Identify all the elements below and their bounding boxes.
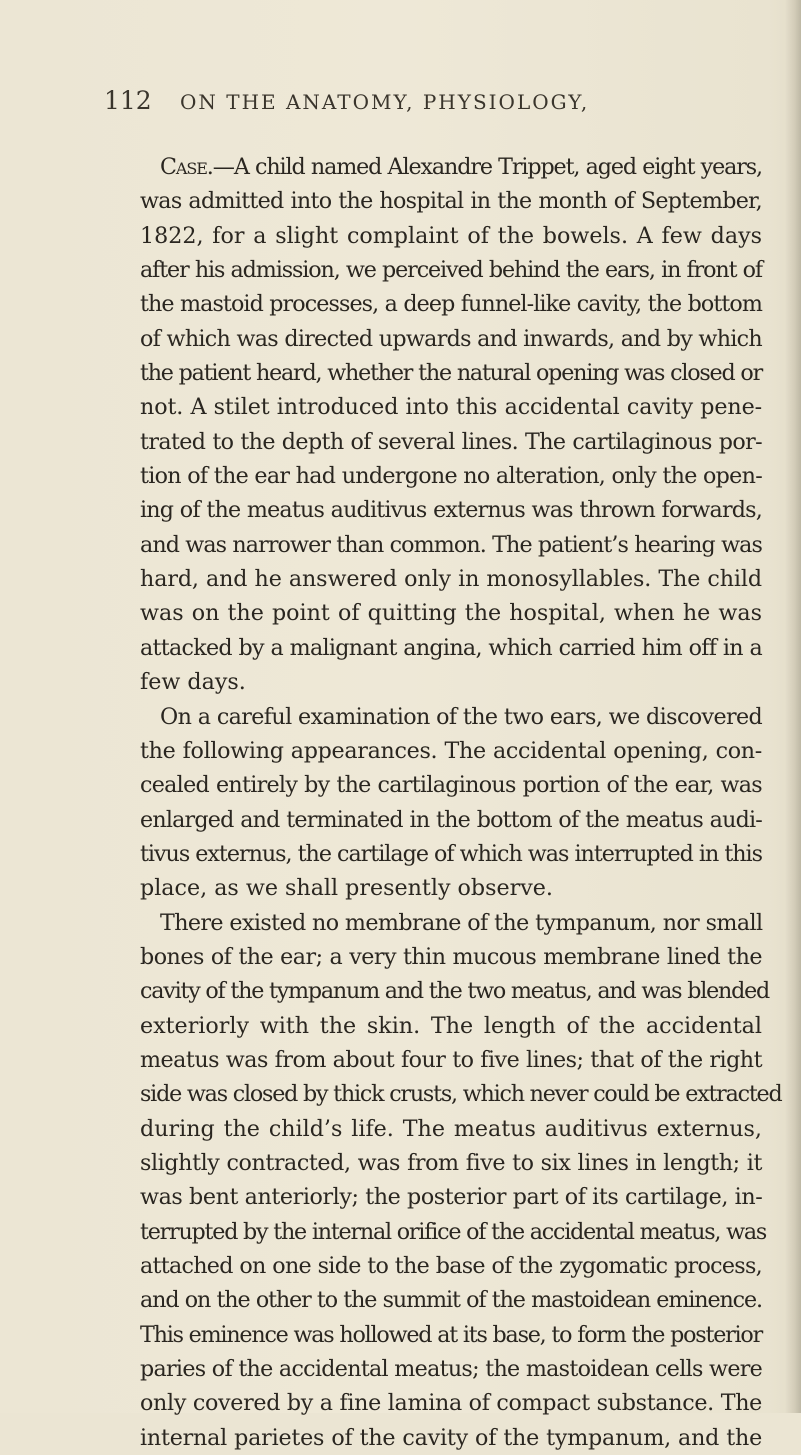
text-line: place, as we shall presently observe. — [140, 875, 553, 902]
text-line: cavity of the tympanum and the two meatus, and was blended — [140, 978, 770, 1005]
text-line: only covered by a fine lamina of compact substance. The — [140, 1390, 763, 1417]
text-line: meatus was from about four to five lines; that of the right — [140, 1046, 762, 1073]
text-line: There existed no membrane of the tympanum, nor small — [160, 909, 763, 936]
text-line: the following appearances. The accidental opening, con- — [140, 737, 762, 764]
text-line: after his admission, we perceived behind the ears, in front of — [140, 257, 762, 284]
text-line: enlarged and terminated in the bottom of the meatus audi- — [140, 806, 762, 833]
text-line: not. A stilet introduced into this accidental cavity pene- — [140, 394, 762, 421]
paragraph-case — [140, 150, 762, 700]
text-line: and was narrower than common. The patient’s hearing was — [140, 531, 762, 558]
text-line: ing of the meatus auditivus externus was thrown forwards, — [140, 497, 762, 524]
text-line: This eminence was hollowed at its base, to form the posterior — [140, 1321, 762, 1348]
text-line: few days. — [140, 669, 246, 696]
page-number: 112 — [104, 86, 152, 115]
text-line: tivus externus, the cartilage of which was interrupted in this — [140, 840, 763, 867]
text-line: side was closed by thick crusts, which never could be extracted — [140, 1081, 782, 1108]
text-line: attacked by a malignant angina, which carried him off in a — [140, 634, 762, 661]
body-text — [140, 150, 782, 1455]
text-line: hard, and he answered only in monosyllables. The child — [140, 566, 762, 593]
text-line: Case.—A child named Alexandre Trippet, aged eight years, — [160, 154, 762, 180]
text-line: cealed entirely by the cartilaginous portion of the ear, was — [140, 772, 762, 799]
text-line: the patient heard, whether the natural opening was closed or — [140, 360, 762, 387]
text-line: On a careful examination of the two ears, we discovered — [160, 703, 763, 730]
text-line: was admitted into the hospital in the month of September, — [140, 188, 762, 215]
text-line: tion of the ear had undergone no alteration, only the open- — [140, 463, 762, 490]
text-line: paries of the accidental meatus; the mastoidean cells were — [140, 1356, 763, 1383]
paragraph-findings — [140, 906, 782, 1455]
text-line: exteriorly with the skin. The length of the accidental — [140, 1012, 762, 1039]
text-line: the mastoid processes, a deep funnel-like cavity, the bottom — [140, 291, 762, 318]
text-line: trated to the depth of several lines. The cartilaginous por- — [140, 428, 762, 455]
text-line: was on the point of quitting the hospital, when he was — [140, 600, 762, 627]
text-line: attached on one side to the base of the zygomatic process, — [140, 1253, 762, 1279]
text-line: bones of the ear; a very thin mucous membrane lined the — [140, 943, 762, 970]
text-line: 1822, for a slight complaint of the bowels. A few days — [140, 222, 762, 249]
text-line: internal parietes of the cavity of the tympanum, and the — [140, 1424, 762, 1451]
case-lead: Case. — [160, 154, 213, 180]
text-line: during the child’s life. The meatus auditivus externus, — [140, 1115, 762, 1142]
text-line: was bent anteriorly; the posterior part of its cartilage, in- — [140, 1184, 763, 1211]
text-line: terrupted by the internal orifice of the accidental meatus, was — [140, 1218, 767, 1245]
paragraph-examination — [140, 700, 762, 906]
text-line: of which was directed upwards and inwards, and by which — [140, 325, 762, 352]
text-line: and on the other to the summit of the mastoidean eminence. — [140, 1287, 762, 1314]
running-head: ON THE ANATOMY, PHYSIOLOGY, — [180, 90, 590, 114]
page-edge-shadow — [785, 0, 801, 1413]
text-line: slightly contracted, was from five to six lines in length; it — [140, 1149, 762, 1176]
